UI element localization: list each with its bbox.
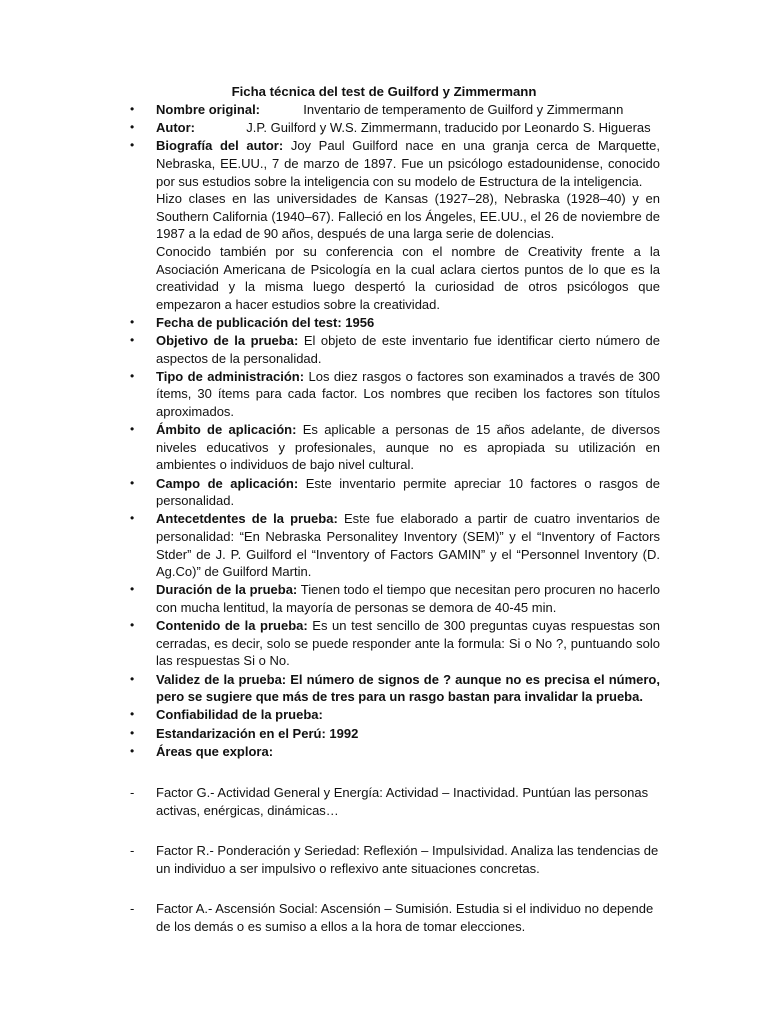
item-text: Este inventario permite apreciar 10 factores o rasgos de personalidad. — [156, 475, 660, 509]
bullet-icon: • — [130, 618, 135, 633]
item-label: Áreas que explora: — [156, 743, 274, 759]
factor-text: Factor R.- Ponderación y Seriedad: Reflexión – Impulsividad. Analiza las tendencias de un individuo a ser impulsivo o reflexivo ante situaciones concretas. — [156, 843, 659, 876]
item-label: Duración de la prueba: — [156, 582, 298, 598]
list-item — [130, 706, 660, 724]
list-item — [130, 671, 660, 706]
list-item — [130, 421, 660, 474]
item-label: Antecetdentes de la prueba: — [156, 511, 338, 527]
list-item — [130, 314, 660, 332]
factor-text: Factor G.- Actividad General y Energía: Actividad – Inactividad. Puntúan las personas activas, enérgicas, dinámicas… — [156, 785, 649, 818]
factor-item — [130, 900, 660, 935]
list-item — [130, 137, 660, 313]
item-text: Joy Paul Guilford nace en una granja cerca de Marquette, Nebraska, EE.UU., 7 de marzo de 1897. Fue un psicólogo estadounidense, conocido por sus estudios sobre la inteligencia con su modelo de Estructura de la inteligencia. — [156, 138, 660, 189]
item-text: El número de signos de ? aunque no es precisa el número, pero se sugiere que más de tres para un rasgo bastan para invalidar la prueba. — [156, 671, 660, 705]
bullet-icon: • — [130, 707, 135, 722]
item-label: Fecha de publicación del test: 1956 — [156, 314, 375, 330]
dash-icon: - — [130, 843, 135, 859]
item-text: Es un test sencillo de 300 preguntas cuyas respuestas son cerradas, es decir, solo se puede responder ante la formula: Si o No ?, puntuando solo las respuestas Si o No. — [156, 618, 660, 669]
bullet-icon: • — [130, 368, 135, 383]
item-text: Inventario de temperamento de Guilford y Zimmermann — [303, 102, 624, 117]
item-label: Estandarización en el Perú: 1992 — [156, 725, 359, 741]
item-label: Ámbito de aplicación: — [156, 422, 297, 438]
bullet-icon: • — [130, 314, 135, 329]
fact-sheet-list — [130, 101, 660, 761]
item-label: Validez de la prueba: — [156, 671, 287, 687]
item-label: Contenido de la prueba: — [156, 618, 308, 634]
factor-item — [130, 842, 660, 877]
item-text: El objeto de este inventario fue identificar cierto número de aspectos de la personalidad. — [156, 333, 660, 366]
item-label: Tipo de administración: — [156, 368, 305, 384]
item-text: J.P. Guilford y W.S. Zimmermann, traducido por Leonardo S. Higueras — [246, 120, 651, 136]
list-item — [130, 581, 660, 616]
item-text: Es aplicable a personas de 15 años adelante, de diversos niveles educativos y profesionales, aunque no es apropiada su utilización en ambientes o individuos de bajo nivel cultural. — [156, 422, 660, 473]
item-text: Este fue elaborado a partir de cuatro inventarios de personalidad: “En Nebraska Personalitey Inventory (SEM)” y el “Inventory of Factors Stder” de J. P. Guilford el “Inventory of Factors GAMIN” y el “Personnel Inventory (D. Ag.Co)” de Guilford Martin. — [156, 511, 660, 580]
list-item — [130, 101, 660, 119]
item-text: Tienen todo el tiempo que necesitan pero procuren no hacerlo con mucha lentitud, la mayoría de personas se demora de 40-45 min. — [156, 582, 660, 615]
biography-paragraph: Conocido también por su conferencia con el nombre de Creativity frente a la Asociación Americana de Psicología en la cual aclara ciertos puntos de lo que es la creatividad y la misma luego despertó la curiosidad de otros psicólogos que empezaron a hacer estudios sobre la creatividad. — [156, 243, 660, 312]
list-item — [130, 368, 660, 421]
biography-paragraph: Hizo clases en las universidades de Kansas (1927–28), Nebraska (1928–40) y en Southern California (1940–67). Falleció en los Ángeles, EE.UU., el 26 de noviembre de 1987 a la edad de 90 años, después de una larga serie de dolencias. — [156, 191, 660, 242]
bullet-icon: • — [130, 725, 135, 740]
list-item — [130, 743, 660, 761]
document-title: Ficha técnica del test de Guilford y Zimmermann — [231, 84, 537, 99]
bullet-icon: • — [130, 743, 135, 758]
bullet-icon: • — [130, 511, 135, 526]
factor-list — [130, 784, 660, 959]
list-item — [130, 332, 660, 367]
dash-icon: - — [130, 785, 135, 800]
item-label: Confiabilidad de la prueba: — [156, 707, 323, 723]
bullet-icon: • — [130, 475, 135, 490]
bullet-icon: • — [130, 102, 135, 116]
item-label: Objetivo de la prueba: — [156, 333, 299, 349]
item-label: Campo de aplicación: — [156, 475, 299, 491]
item-label: Autor: — [156, 120, 195, 136]
list-item — [130, 725, 660, 743]
dash-icon: - — [130, 901, 135, 917]
item-text: Los diez rasgos o factores son examinados a través de 300 ítems, 30 ítems para cada factor. Los nombres que reciben los factores son títulos aproximados. — [156, 368, 660, 420]
item-label: Biografía del autor: — [156, 138, 284, 154]
bullet-icon: • — [130, 138, 135, 153]
bullet-icon: • — [130, 671, 135, 686]
bullet-icon: • — [130, 422, 135, 437]
bullet-icon: • — [130, 333, 135, 348]
factor-item — [130, 784, 660, 819]
list-item — [130, 119, 660, 137]
list-item — [130, 475, 660, 510]
bullet-icon: • — [130, 582, 135, 597]
list-item — [130, 510, 660, 580]
bullet-icon: • — [130, 120, 135, 135]
factor-text: Factor A.- Ascensión Social: Ascensión – Sumisión. Estudia si el individuo no depende de los demás o es sumiso a ellos a la hora de tomar elecciones. — [156, 901, 654, 934]
item-label: Nombre original: — [156, 102, 261, 117]
list-item — [130, 617, 660, 670]
